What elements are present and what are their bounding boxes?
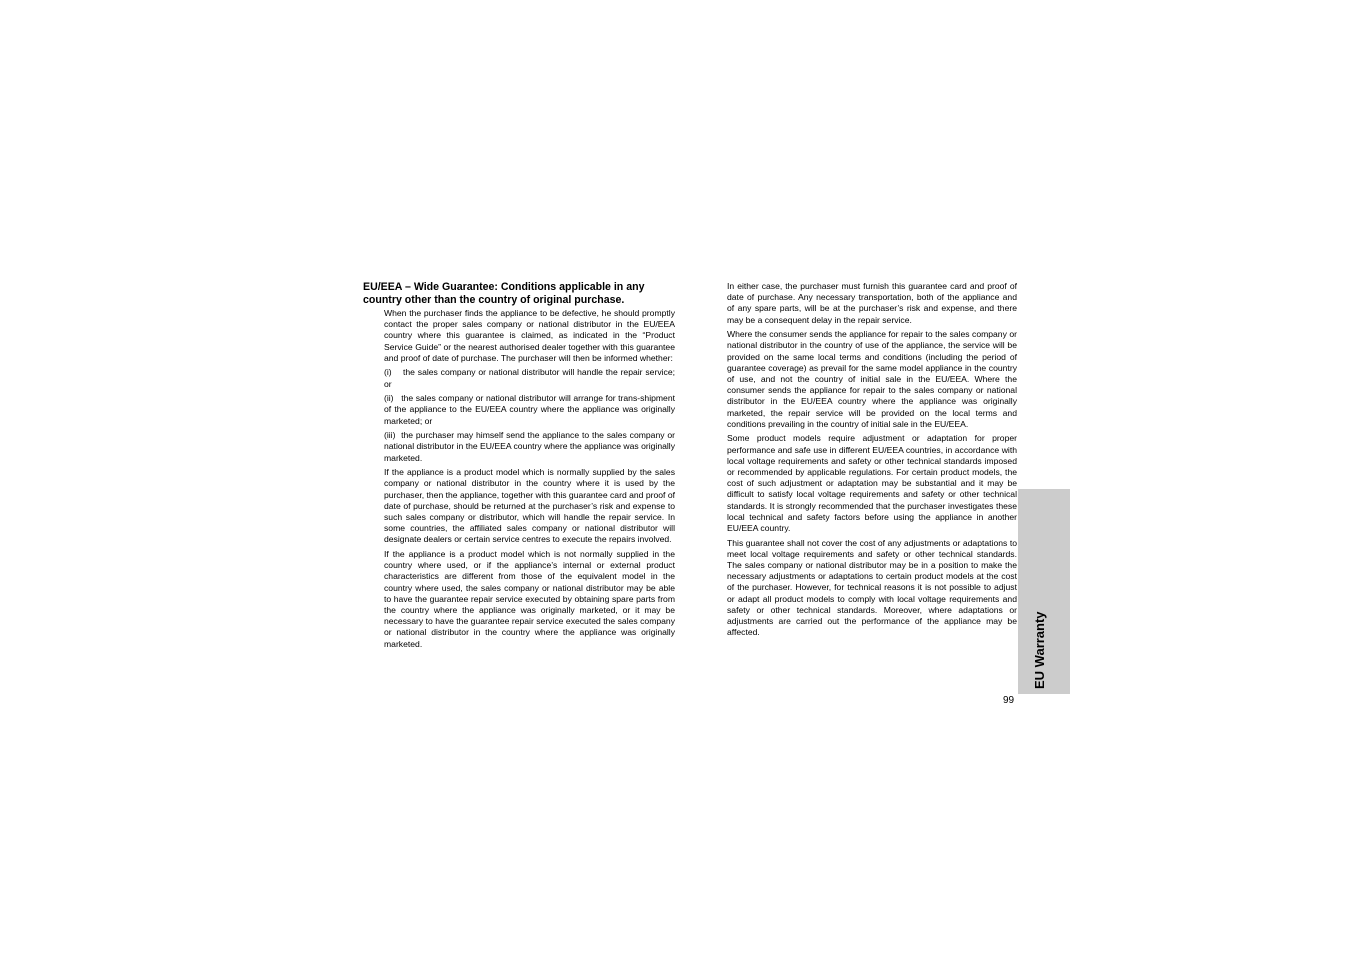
side-tab-label: EU Warranty [1032,611,1047,689]
left-column [363,281,678,653]
list-item: (iii) the purchaser may himself send the appliance to the sales company or national distributor in the EU/EEA country where the appliance was originally marketed. [384,430,678,463]
list-item: (ii) the sales company or national distributor will arrange for trans-shipment of the appliance to the EU/EEA country where the appliance was originally marketed; or [384,393,678,426]
paragraph: When the purchaser finds the appliance to be defective, he should promptly contact the proper sales company or national distributor in the EU/EEA country where this guarantee is claimed, as indicated in the “Product Service Guide” or the nearest authorised dealer together with this guarantee and proof of date of purchase. The purchaser will then be informed whether: [384,308,675,363]
paragraph: Some product models require adjustment or adaptation for proper performance and safe use in different EU/EEA countries, in accordance with local voltage requirements and safety or other technical standards imposed or recommended by applicable regulations. For certain product models, the cost of such adjustment or adaptation may be substantial and it may be difficult to satisfy local voltage requirements and safety or other technical standards. It is strongly recommended that the purchaser investigates these local technical and safety factors before using the appliance in another EU/EEA country. [727,433,1017,534]
list-item: (i) the sales company or national distributor will handle the repair service; or [384,367,678,389]
page-number: 99 [1003,695,1015,706]
paragraph: In either case, the purchaser must furnish this guarantee card and proof of date of purchase. Any necessary transportation, both of the appliance and of any spare parts, will be at the purchaser’s risk and expense, and there may be a consequent delay in the repair service. [727,281,1017,325]
right-column [727,281,1017,642]
paragraph: If the appliance is a product model which is not normally supplied in the country where used, or if the appliance’s internal or external product characteristics are different from those of the equivalent model in the country where used, the sales company or national distributor may be able to have the guarantee repair service executed by obtaining spare parts from the country where the appliance was originally marketed, or it may be necessary to have the guarantee repair service executed the sales company or national distributor in the country where the appliance was originally marketed. [384,549,675,649]
section-heading: EU/EEA – Wide Guarantee: Conditions applicable in any country other than the country of original purchase. [363,281,645,306]
paragraph: This guarantee shall not cover the cost of any adjustments or adaptations to meet local voltage requirements and safety or other technical standards. The sales company or national distributor may be in a position to make the necessary adjustments or adaptations to certain product models at the cost of the purchaser. However, for technical reasons it is not possible to adjust or adapt all product models to comply with local voltage requirements and safety or other technical standards. Moreover, where adaptations or adjustments are carried out the performance of the appliance may be affected. [727,537,1017,638]
paragraph: Where the consumer sends the appliance for repair to the sales company or national distributor in the country of use of the appliance, the service will be provided on the same local terms and conditions (including the period of guarantee coverage) as prevail for the same model appliance in the country of use, and not the country of initial sale in the EU/EEA. Where the consumer sends the appliance for repair to the sales company or national distributor in the EU/EEA country where the appliance was originally marketed, the repair service will be provided on the local terms and conditions prevailing in the country of initial sale in the EU/EEA. [727,329,1017,429]
paragraph: If the appliance is a product model which is normally supplied by the sales company or national distributor in the country where it is used by the purchaser, then the appliance, together with this guarantee card and proof of date of purchase, should be returned at the purchaser’s risk and expense to such sales company or distributor, which will handle the repair service. In some countries, the affiliated sales company or national distributor will designate dealers or certain service centres to execute the repairs involved. [384,467,675,545]
left-body [384,308,678,650]
